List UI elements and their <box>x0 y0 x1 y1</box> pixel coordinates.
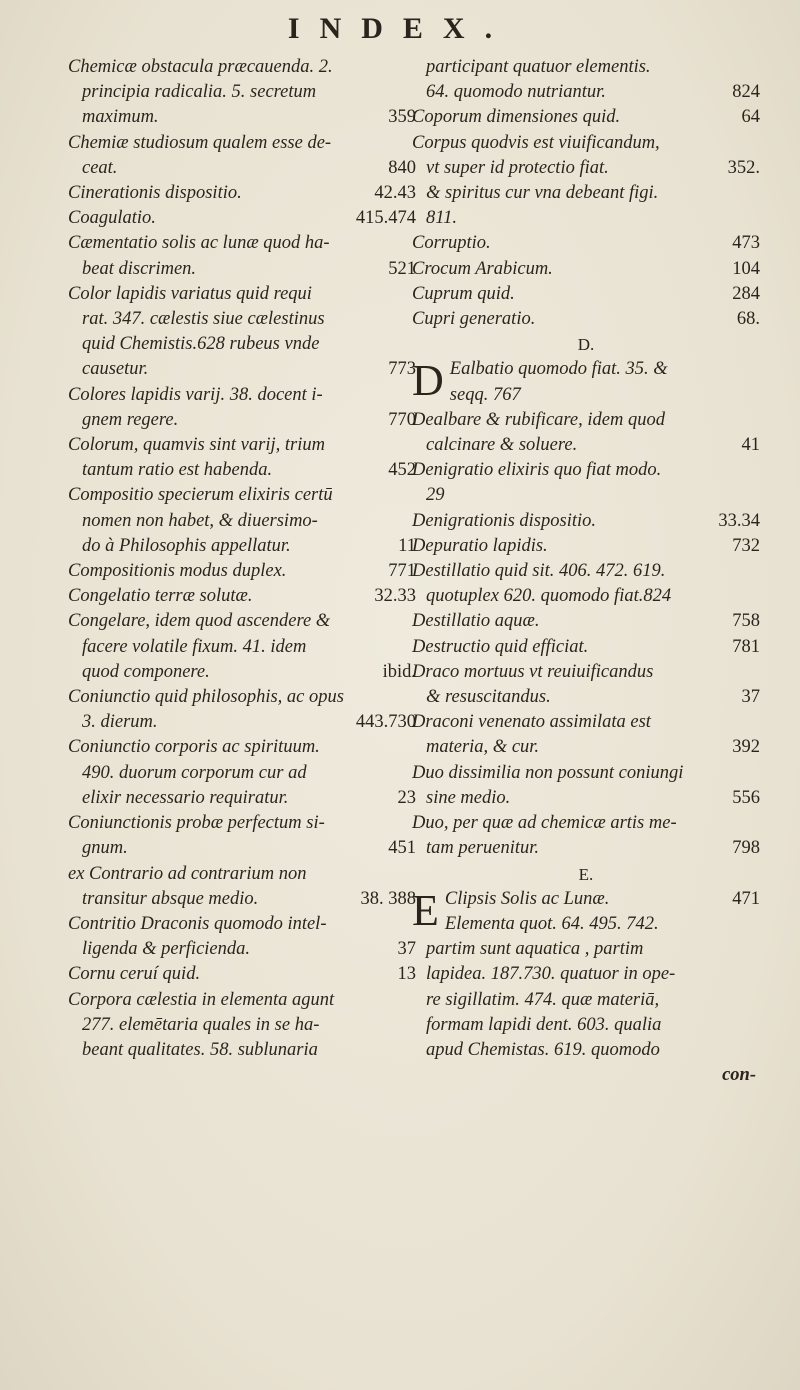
index-entry-line <box>412 836 760 861</box>
entry-text: apud Chemistas. 619. quomodo <box>426 1039 660 1060</box>
entry-text: lapidea. 187.730. quatuor in ope- <box>426 964 676 985</box>
entry-text: rat. 347. cælestis siue cælestinus <box>82 309 325 330</box>
entry-text: Congelatio terræ solutæ. <box>68 586 253 607</box>
entry-text: Duo, per quæ ad chemicæ artis me- <box>412 813 677 834</box>
entry-text: Destillatio aquæ. <box>412 611 540 632</box>
entry-text: re sigillatim. 474. quæ materiā, <box>426 989 660 1010</box>
drop-capital: E <box>412 885 439 935</box>
index-entry-line <box>68 483 416 508</box>
page-reference: ibid. <box>382 661 416 682</box>
page-reference: 37 <box>741 687 760 708</box>
page-reference: 68. <box>736 309 760 330</box>
entry-text: Corruptio. <box>412 233 491 254</box>
index-entry-line <box>68 912 416 937</box>
entry-text: 3. dierum. <box>82 712 158 733</box>
page-reference: 23 <box>397 787 416 808</box>
entry-text: Ealbatio quomodo fiat. 35. & <box>449 359 668 380</box>
entry-text: participant quatuor elementis. <box>426 57 651 77</box>
index-entry-line <box>412 912 760 937</box>
entry-text: principia radicalia. 5. secretum <box>82 82 317 103</box>
entry-text: ex Contrario ad contrarium non <box>68 863 307 884</box>
index-entry-line <box>68 811 416 836</box>
page-reference: 284 <box>732 283 760 304</box>
entry-text: Cornu ceruí quid. <box>68 964 201 985</box>
entry-text: Contritio Draconis quomodo intel- <box>68 913 327 934</box>
index-entry-line <box>68 156 416 181</box>
index-entry-line <box>412 231 760 256</box>
page-reference: 37 <box>397 939 416 960</box>
entry-text: Coniunctio corporis ac spirituum. <box>68 737 320 758</box>
index-entry-line <box>412 433 760 458</box>
entry-text: elixir necessario requiratur. <box>82 787 289 808</box>
page-reference: 732 <box>732 535 760 556</box>
index-entry-line <box>68 257 416 282</box>
index-entry-line <box>68 55 416 80</box>
page-reference: 392 <box>732 737 760 758</box>
entry-text: Cæmentatio solis ac lunæ quod ha- <box>68 233 330 254</box>
page-reference: 33.34 <box>718 510 760 531</box>
section-letter: E. <box>578 864 594 884</box>
index-entry-line <box>68 988 416 1013</box>
index-entry-line <box>68 862 416 887</box>
left-column <box>68 55 416 1063</box>
entry-text: gnem regere. <box>82 409 179 430</box>
index-entry-line <box>412 685 760 710</box>
index-entry-line <box>412 584 760 609</box>
index-entry-line <box>412 383 760 408</box>
index-entry-line <box>68 559 416 584</box>
entry-text: 64. quomodo nutriantur. <box>426 82 606 103</box>
entry-text: gnum. <box>82 838 128 859</box>
entry-text: Denigratio elixiris quo fiat modo. <box>412 460 662 481</box>
page-reference: 11 <box>398 535 416 556</box>
entry-text: 490. duorum corporum cur ad <box>82 762 307 783</box>
index-entry-line <box>412 307 760 332</box>
entry-text: ceat. <box>82 157 118 178</box>
page-reference: 415.474 <box>355 208 416 229</box>
index-entry-line <box>412 1013 760 1038</box>
page-reference: 798 <box>732 838 760 859</box>
entry-text: Corpora cælestia in elementa agunt <box>68 989 335 1010</box>
entry-text: Compositionis modus duplex. <box>68 561 287 582</box>
entry-text: Denigrationis dispositio. <box>412 510 596 531</box>
page-reference: 13 <box>397 964 416 985</box>
index-entry-line <box>68 383 416 408</box>
entry-text: Chemicæ obstacula præcauenda. 2. <box>68 57 333 77</box>
index-entry-line <box>412 811 760 836</box>
page-reference: 781 <box>732 636 760 657</box>
index-entry-line <box>68 735 416 760</box>
page-reference: 359 <box>388 107 416 128</box>
index-entry-line <box>412 206 760 231</box>
entry-text: ligenda & perficienda. <box>82 939 251 960</box>
index-entry-line <box>412 534 760 559</box>
entry-text: quid Chemistis.628 rubeus vnde <box>82 334 320 355</box>
page-reference: 32.33 <box>374 586 416 607</box>
index-entry-line <box>412 408 760 433</box>
index-entry-line <box>68 105 416 130</box>
entry-text: formam lapidi dent. 603. qualia <box>426 1014 662 1035</box>
entry-text: Coagulatio. <box>68 208 156 229</box>
index-entry-line <box>412 483 760 508</box>
entry-text: materia, & cur. <box>426 737 540 758</box>
index-entry-line <box>68 761 416 786</box>
index-entry-line <box>68 609 416 634</box>
index-entry-line <box>412 761 760 786</box>
entry-text: Coniunctionis probæ perfectum si- <box>68 813 325 834</box>
entry-text: sine medio. <box>426 787 511 808</box>
page-reference: 556 <box>732 787 760 808</box>
index-entry-line <box>412 55 760 80</box>
index-entry-line <box>68 887 416 912</box>
entry-text: Corpus quodvis est viuificandum, <box>412 132 660 153</box>
index-entry-line <box>412 937 760 962</box>
section-letter: D. <box>577 335 595 355</box>
index-entry-line <box>68 458 416 483</box>
page-reference: 42.43 <box>374 183 416 204</box>
entry-text: Coniunctio quid philosophis, ac opus <box>68 687 344 708</box>
page-reference: 104 <box>732 258 760 279</box>
entry-text: partim sunt aquatica , partim <box>426 939 644 960</box>
entry-text: transitur absque medio. <box>82 888 259 909</box>
index-entry-line <box>68 80 416 105</box>
page-reference: 824 <box>732 82 760 103</box>
drop-capital: D <box>412 356 444 406</box>
index-entry-line <box>412 559 760 584</box>
index-entry-line <box>412 635 760 660</box>
entry-text: & resuscitandus. <box>426 687 551 708</box>
index-entry-line <box>412 181 760 206</box>
index-entry-line <box>412 710 760 735</box>
page-reference: 771 <box>388 561 416 582</box>
page-reference: 451 <box>388 838 416 859</box>
index-entry-line <box>68 710 416 735</box>
index-entry-line <box>68 937 416 962</box>
entry-text: causetur. <box>82 359 149 380</box>
index-entry-line <box>412 786 760 811</box>
index-entry-line <box>68 635 416 660</box>
entry-text: tantum ratio est habenda. <box>82 460 273 481</box>
index-entry-line <box>412 988 760 1013</box>
right-column <box>412 55 760 1088</box>
entry-text: facere volatile fixum. 41. idem <box>82 636 307 657</box>
page-reference: 471 <box>732 888 760 909</box>
index-entry-line <box>412 156 760 181</box>
index-entry-line <box>412 509 760 534</box>
entry-text: Draconi venenato assimilata est <box>412 712 651 733</box>
entry-text: 811. <box>426 208 458 229</box>
entry-text: Color lapidis variatus quid requi <box>68 283 312 304</box>
entry-text: Colores lapidis varij. 38. docent i- <box>68 384 323 405</box>
catchword: con- <box>722 1065 756 1086</box>
entry-text: Coporum dimensiones quid. <box>412 107 621 128</box>
index-entry-line <box>68 1038 416 1063</box>
index-entry-line <box>68 534 416 559</box>
index-entry-line <box>412 105 760 130</box>
entry-text: & spiritus cur vna debeant figi. <box>426 183 659 204</box>
index-entry-line <box>412 80 760 105</box>
index-entry-line <box>68 685 416 710</box>
index-entry-line <box>68 206 416 231</box>
entry-text: Congelare, idem quod ascendere & <box>68 611 331 632</box>
index-entry-line <box>412 609 760 634</box>
page-header: INDEX. <box>287 12 513 45</box>
index-entry-line <box>68 332 416 357</box>
entry-text: Compositio specierum elixiris certū <box>68 485 333 506</box>
index-entry-line <box>412 282 760 307</box>
entry-text: Colorum, quamvis sint varij, trium <box>68 435 325 456</box>
index-entry-line <box>68 231 416 256</box>
entry-text: Cupri generatio. <box>412 309 536 330</box>
entry-text: tam peruenitur. <box>426 838 540 859</box>
index-entry-line <box>68 509 416 534</box>
index-entry-line <box>68 181 416 206</box>
page-reference: 840 <box>388 157 416 178</box>
index-entry-line <box>412 962 760 987</box>
entry-text: Cinerationis dispositio. <box>68 183 242 204</box>
entry-text: calcinare & soluere. <box>426 435 578 456</box>
index-entry-line <box>68 357 416 382</box>
page-reference: 64 <box>741 107 760 128</box>
index-entry-line <box>412 458 760 483</box>
index-entry-line <box>68 282 416 307</box>
index-entry-line <box>412 660 760 685</box>
entry-text: Draco mortuus vt reuiuificandus <box>412 661 654 682</box>
entry-text: seqq. 767 <box>449 384 521 405</box>
index-entry-line <box>68 433 416 458</box>
index-entry-line <box>68 962 416 987</box>
entry-text: Destructio quid efficiat. <box>412 636 589 657</box>
page-reference: 758 <box>732 611 760 632</box>
entry-text: vt super id protectio fiat. <box>426 157 609 178</box>
page-reference: 473 <box>732 233 760 254</box>
page-reference: 443.730 <box>355 712 416 733</box>
index-entry-line <box>68 660 416 685</box>
index-entry-line <box>412 257 760 282</box>
index-entry-line <box>68 836 416 861</box>
index-entry-line <box>68 1013 416 1038</box>
entry-text: Depuratio lapidis. <box>412 535 548 556</box>
page-reference: 770 <box>388 409 416 430</box>
index-entry-line <box>68 786 416 811</box>
entry-text: 29 <box>426 485 445 506</box>
entry-text: Destillatio quid sit. 406. 472. 619. <box>412 561 666 582</box>
index-entry-line <box>68 131 416 156</box>
entry-text: quod componere. <box>82 661 210 682</box>
page-reference: 773 <box>388 359 416 380</box>
entry-text: Duo dissimilia non possunt coniungi <box>412 762 684 783</box>
entry-text: Crocum Arabicum. <box>412 258 553 279</box>
entry-text: Clipsis Solis ac Lunæ. <box>444 888 610 909</box>
entry-text: beat discrimen. <box>82 258 197 279</box>
entry-text: 277. elemētaria quales in se ha- <box>82 1014 320 1035</box>
index-entry-line <box>412 735 760 760</box>
entry-text: do à Philosophis appellatur. <box>82 535 291 556</box>
entry-text: nomen non habet, & diuersimo- <box>82 510 318 531</box>
entry-text: Cuprum quid. <box>412 283 515 304</box>
index-entry-line <box>68 584 416 609</box>
index-entry-line <box>68 408 416 433</box>
page-reference: 41 <box>741 435 760 456</box>
index-entry-line <box>68 307 416 332</box>
entry-text: quotuplex 620. quomodo fiat.824 <box>426 586 672 607</box>
page-reference: 38. 388 <box>360 888 416 909</box>
page-reference: 521 <box>388 258 416 279</box>
entry-text: Chemiæ studiosum qualem esse de- <box>68 132 332 153</box>
page-reference: 352. <box>727 157 760 178</box>
index-entry-line <box>412 131 760 156</box>
index-entry-line <box>412 1038 760 1063</box>
page-reference: 452 <box>388 460 416 481</box>
entry-text: Elementa quot. 64. 495. 742. <box>444 913 659 934</box>
entry-text: maximum. <box>82 107 159 128</box>
entry-text: beant qualitates. 58. sublunaria <box>82 1039 318 1060</box>
entry-text: Dealbare & rubificare, idem quod <box>412 409 665 430</box>
